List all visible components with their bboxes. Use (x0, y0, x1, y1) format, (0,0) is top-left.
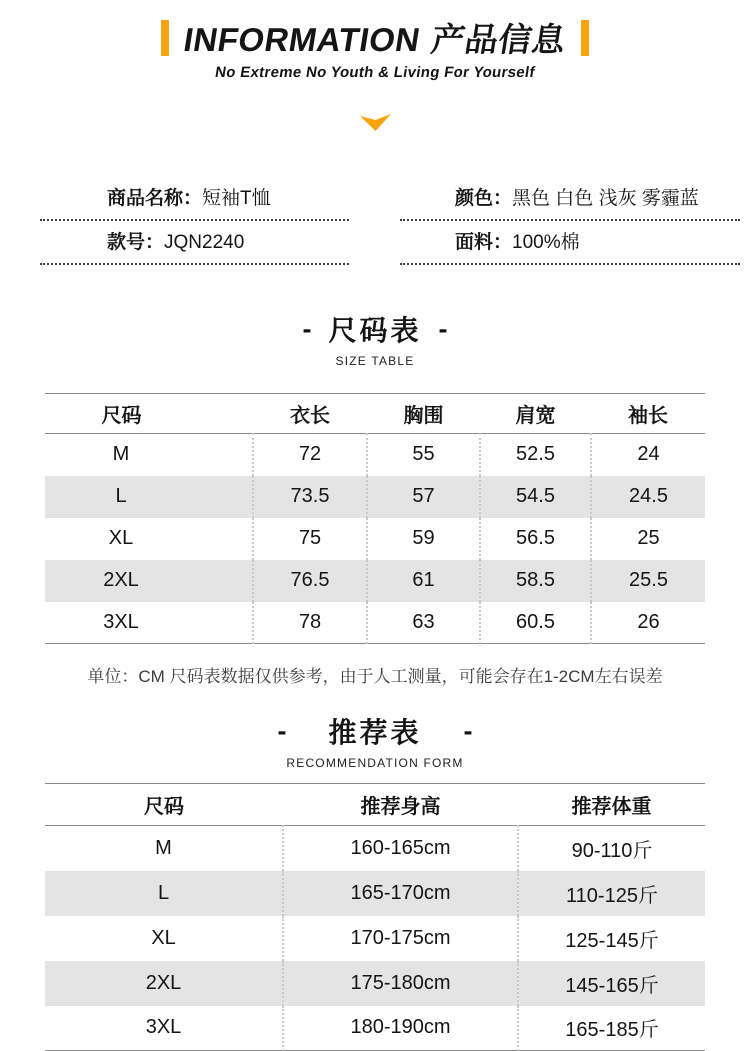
rec-table-subtitle: RECOMMENDATION FORM (286, 756, 464, 770)
table-cell: 180-190cm (283, 1006, 518, 1051)
table-cell: 61 (367, 560, 480, 602)
table-cell: 165-170cm (283, 871, 518, 916)
page-title-en: INFORMATION (181, 21, 423, 58)
table-cell: 3XL (145, 1016, 182, 1039)
table-header-cell: 肩宽 (480, 394, 591, 434)
dash-left: - (302, 313, 312, 344)
chevron-wrap (0, 114, 750, 131)
table-row (45, 476, 705, 518)
table-row (45, 434, 705, 476)
product-info (40, 177, 740, 265)
model-number-value: JQN2240 (164, 232, 245, 253)
table-cell: 2XL (103, 569, 139, 591)
accent-bar-right (581, 20, 589, 56)
table-row (45, 826, 705, 871)
table-cell: 63 (367, 602, 480, 644)
table-cell: 2XL (145, 971, 182, 994)
table-cell: 72 (253, 434, 367, 476)
rec-table-title-text: 推荐表 (328, 717, 422, 748)
table-cell: 25.5 (591, 560, 705, 602)
size-table-title-text: 尺码表 (328, 315, 422, 346)
size-table-section (0, 309, 750, 687)
table-cell: 52.5 (480, 434, 591, 476)
table-cell: 54.5 (480, 476, 591, 518)
table-cell: 25 (591, 518, 705, 560)
table-cell: 145-165斤 (518, 961, 705, 1006)
table-row (45, 871, 705, 916)
color-label: 颜色： (455, 188, 513, 209)
dash-left: - (277, 715, 287, 746)
table-cell: 170-175cm (283, 916, 518, 961)
table-cell: 55 (367, 434, 480, 476)
table-header-cell: 衣长 (253, 394, 367, 434)
table-header-cell: 推荐体重 (518, 784, 705, 826)
table-header-cell: 推荐身高 (283, 784, 518, 826)
size-note: 单位：CM 尺码表数据仅供参考，由于人工测量，可能会存在1-2CM左右误差 (87, 667, 663, 686)
table-row (45, 560, 705, 602)
page-title-zh: 产品信息 (428, 21, 569, 58)
table-cell: 165-185斤 (518, 1006, 705, 1051)
product-name-value: 短袖T恤 (202, 188, 271, 209)
table-row (45, 1006, 705, 1051)
size-table-subtitle: SIZE TABLE (335, 354, 415, 368)
color-value: 黑色 白色 浅灰 雾霾蓝 (512, 188, 699, 209)
table-row (45, 961, 705, 1006)
table-header-cell: 袖长 (591, 394, 705, 434)
table-cell: 73.5 (253, 476, 367, 518)
chevron-down-icon (360, 114, 391, 131)
rec-table-title (0, 711, 750, 751)
accent-bar-left (161, 20, 169, 56)
table-cell: 56.5 (480, 518, 591, 560)
table-cell: M (112, 443, 130, 466)
table-header-cell: 胸围 (367, 394, 480, 434)
table-header-cell: 尺码 (45, 394, 253, 434)
table-cell: 24.5 (591, 476, 705, 518)
header (0, 14, 750, 81)
fabric-label: 面料： (455, 232, 513, 253)
model-number-label: 款号： (107, 232, 165, 253)
table-cell: 26 (591, 602, 705, 644)
rec-table (45, 783, 705, 1051)
table-header-cell: 尺码 (45, 784, 283, 826)
table-row (45, 602, 705, 644)
title-row (0, 14, 750, 61)
size-table (45, 393, 705, 644)
table-cell: M (155, 836, 172, 859)
dash-right: - (438, 313, 448, 344)
table-cell: 125-145斤 (518, 916, 705, 961)
table-cell: 58.5 (480, 560, 591, 602)
color-row (400, 177, 740, 221)
model-number-row (40, 221, 349, 265)
table-cell: 76.5 (253, 560, 367, 602)
table-header-row (45, 784, 705, 826)
table-cell: XL (151, 926, 176, 949)
product-name-row (40, 177, 349, 221)
product-name-label: 商品名称： (107, 188, 203, 209)
table-cell: 3XL (103, 610, 139, 633)
dash-right: - (463, 715, 473, 746)
table-row (45, 916, 705, 961)
table-cell: 60.5 (480, 602, 591, 644)
table-cell: L (115, 485, 127, 507)
table-cell: 110-125斤 (518, 871, 705, 916)
page-title (181, 14, 569, 61)
table-cell: 75 (253, 518, 367, 560)
table-cell: L (157, 881, 170, 904)
table-cell: 175-180cm (283, 961, 518, 1006)
table-cell: 57 (367, 476, 480, 518)
table-cell: 59 (367, 518, 480, 560)
fabric-row (400, 221, 740, 265)
table-cell: 90-110斤 (518, 826, 705, 871)
fabric-value: 100%棉 (512, 232, 580, 253)
table-cell: 78 (253, 602, 367, 644)
table-cell: XL (108, 527, 134, 549)
table-row (45, 518, 705, 560)
page-subtitle: No Extreme No Youth & Living For Yourself (213, 64, 537, 81)
table-header-row (45, 394, 705, 434)
recommendation-table-section (0, 711, 750, 1051)
table-cell: 24 (591, 434, 705, 476)
table-cell: 160-165cm (283, 826, 518, 871)
size-table-title (0, 309, 750, 349)
